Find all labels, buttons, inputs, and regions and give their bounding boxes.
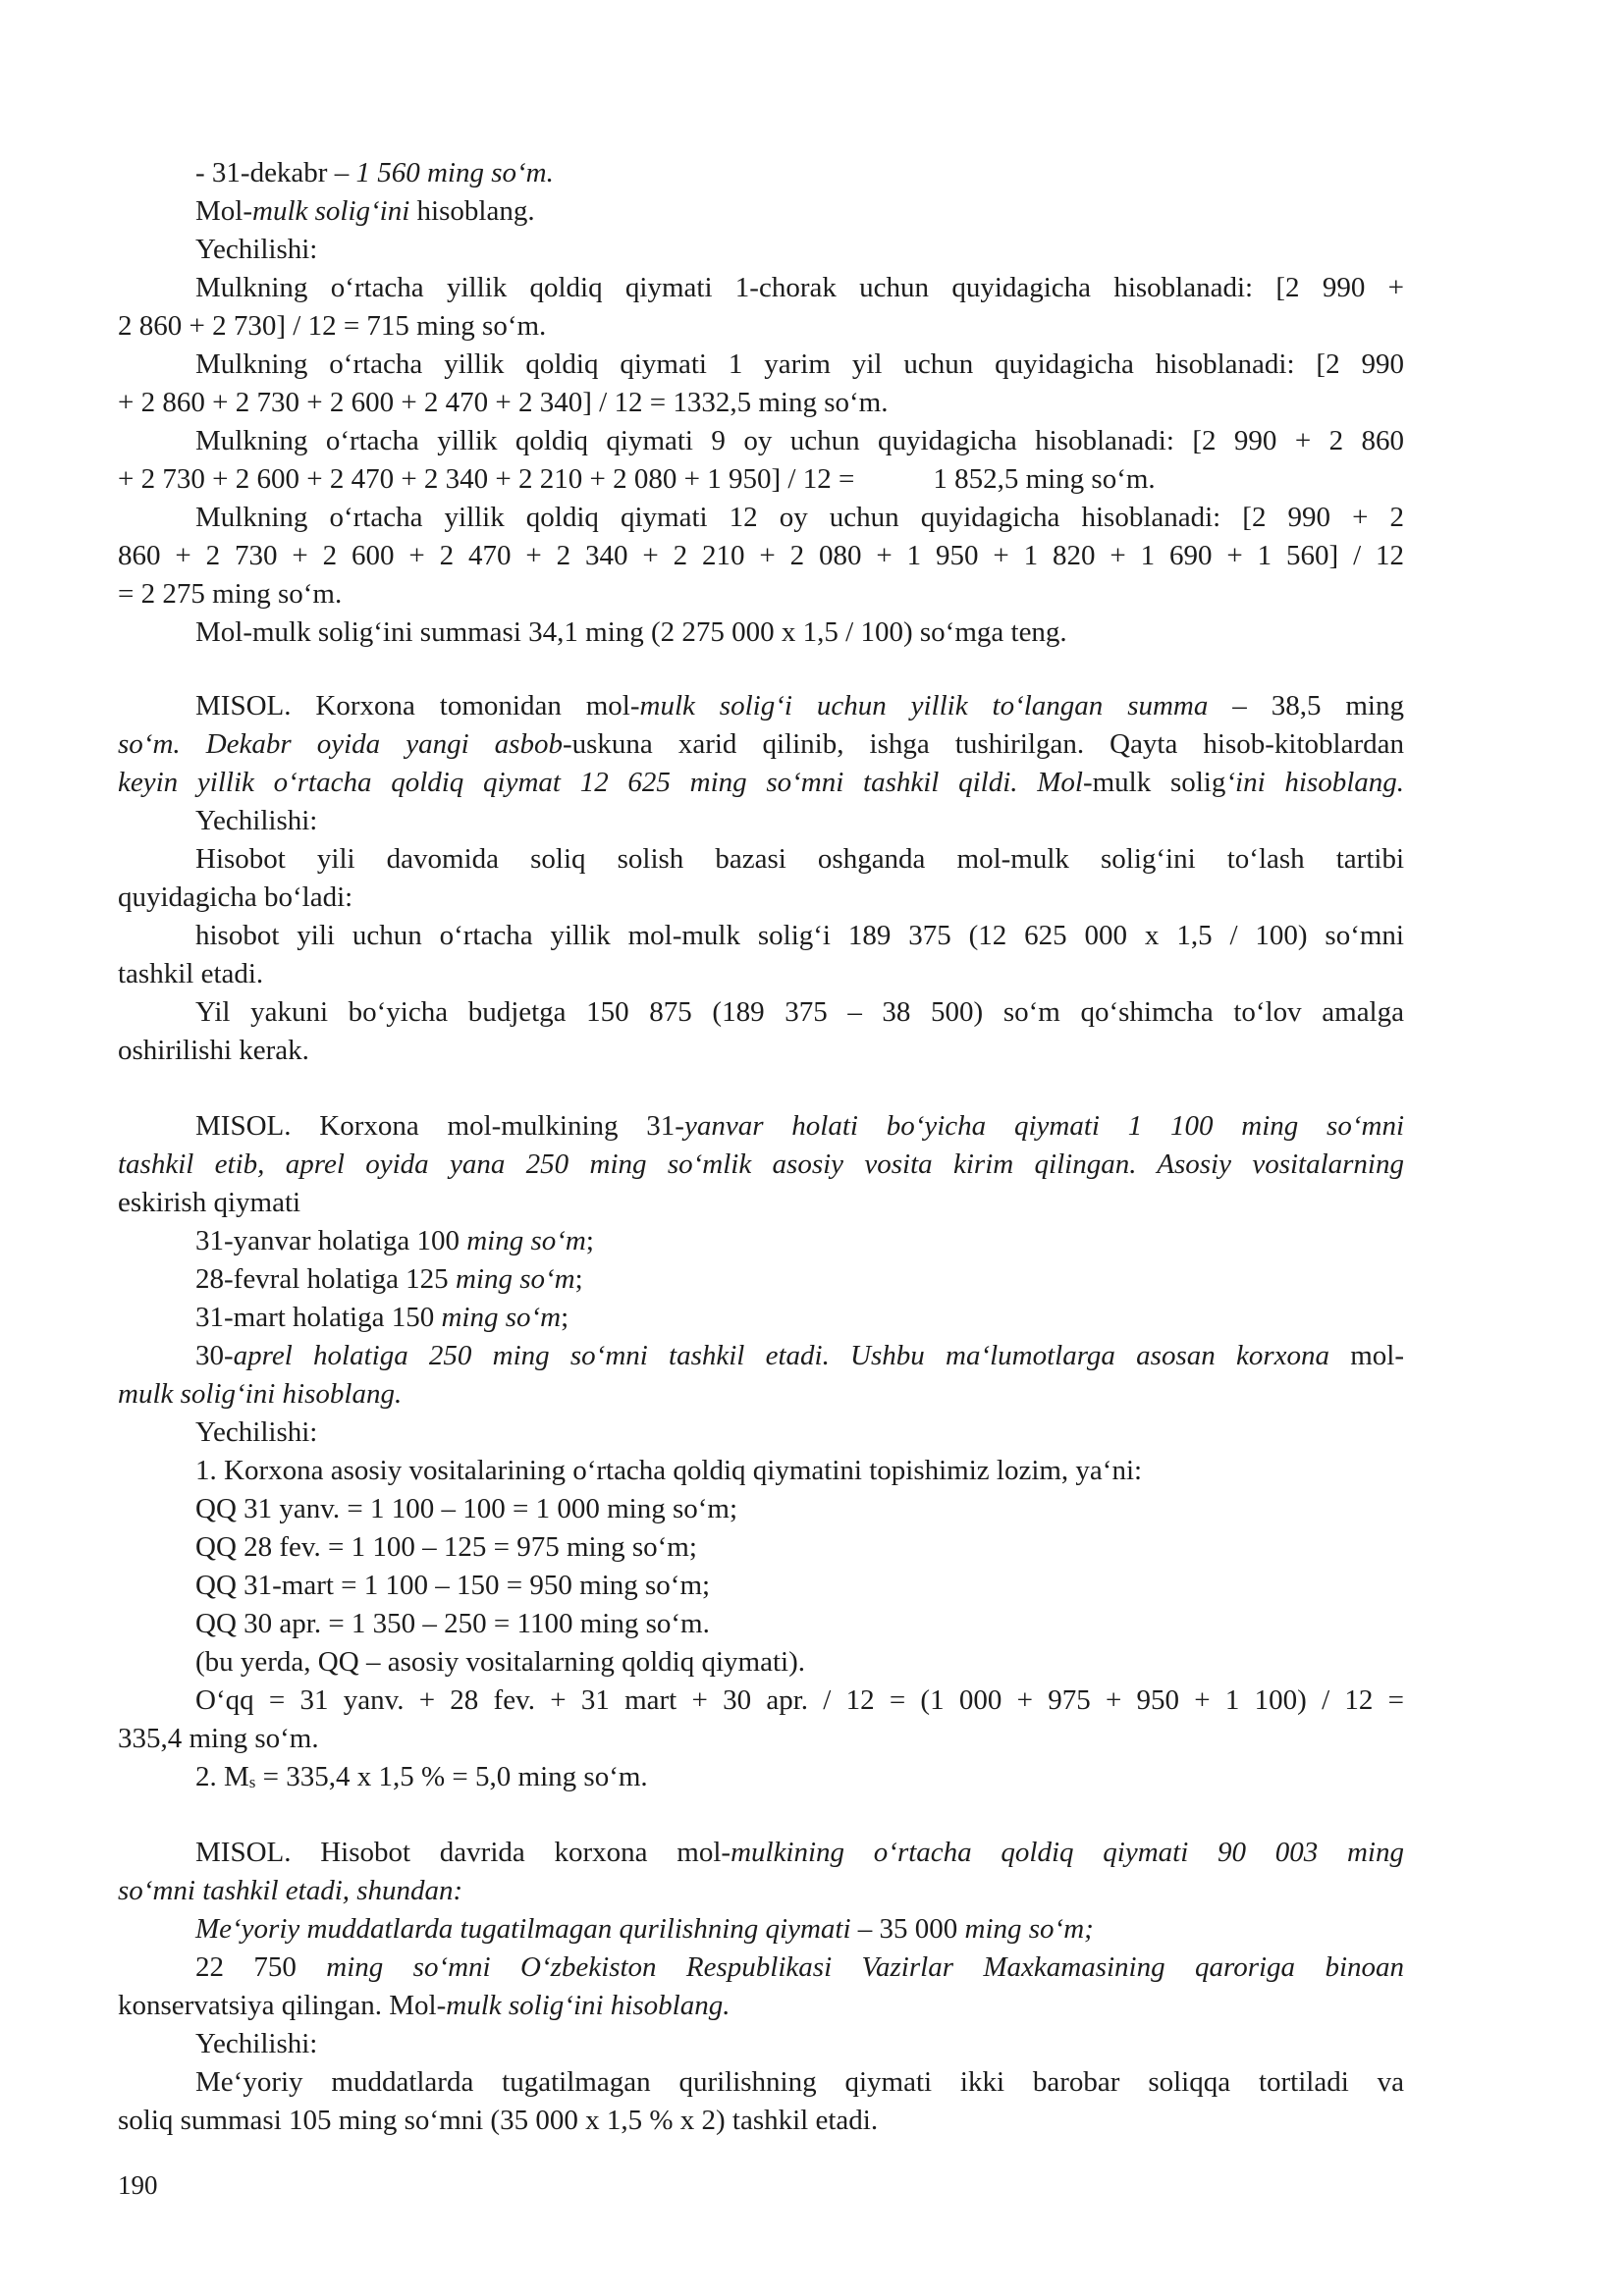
example-4 (118, 1834, 1404, 2140)
text-line: 860 + 2 730 + 2 600 + 2 470 + 2 340 + 2 210 + 2 080 + 1 950 + 1 820 + 1 690 + 1 560] / 12 (118, 540, 1405, 571)
text-line: Mol-mulk solig‘ini hisoblang. (195, 195, 535, 227)
text-line: QQ 28 fev. = 1 100 – 125 = 975 ming so‘m; (195, 1531, 697, 1563)
text-line: eskirish qiymati (118, 1187, 301, 1218)
text-line: Me‘yoriy muddatlarda tugatilmagan qurilishning qiymati ikki barobar soliqqa tortiladi va (195, 2066, 1404, 2098)
text-line: 31-mart holatiga 150 ming so‘m; (195, 1302, 569, 1333)
example-heading: MISOL. Korxona mol-mulkining 31-yanvar holati bo‘yicha qiymati 1 100 ming so‘mni (195, 1110, 1404, 1142)
text-line: Me‘yoriy muddatlarda tugatilmagan qurilishning qiymati – 35 000 ming so‘m; (195, 1913, 1094, 1945)
text-line: mulk solig‘ini hisoblang. (118, 1378, 403, 1410)
example-1 (118, 154, 1404, 652)
text-line: so‘m. Dekabr oyida yangi asbob-uskuna xarid qilinib, ishga tushirilgan. Qayta hisob-kitoblardan (118, 728, 1404, 760)
text-line: Mulkning o‘rtacha yillik qoldiq qiymati 1-chorak uchun quyidagicha hisoblanadi: [2 990 + (195, 272, 1404, 303)
text-line: keyin yillik o‘rtacha qoldiq qiymat 12 625 ming so‘mni tashkil qildi. Mol-mulk solig‘ini hisoblang. (118, 767, 1405, 798)
text-line: QQ 31-mart = 1 100 – 150 = 950 ming so‘m; (195, 1570, 711, 1601)
text-line: (bu yerda, QQ – asosiy vositalarning qoldiq qiymati). (195, 1646, 805, 1678)
solution-heading: Yechilishi: (195, 2028, 318, 2059)
text-line: + 2 730 + 2 600 + 2 470 + 2 340 + 2 210 + 2 080 + 1 950] / 12 = 1 852,5 ming so‘m. (118, 463, 1156, 495)
text-line: Mol-mulk solig‘ini summasi 34,1 ming (2 275 000 x 1,5 / 100) so‘mga teng. (195, 616, 1067, 648)
example-2 (118, 687, 1404, 1070)
text-line: Mulkning o‘rtacha yillik qoldiq qiymati 12 oy uchun quyidagicha hisoblanadi: [2 990 + 2 (195, 502, 1404, 533)
text-line: so‘mni tashkil etadi, shundan: (118, 1875, 463, 1906)
text-line: 2. $M_s = 335,4$ x 1,5 % = 5,0 ming so‘m. (195, 1761, 648, 1792)
text-line: oshirilishi kerak. (118, 1035, 309, 1066)
text-line: Hisobot yili davomida soliq solish bazasi oshganda mol-mulk solig‘ini to‘lash tartibi (195, 843, 1404, 875)
text-line: tashkil etadi. (118, 958, 264, 989)
text-line: 22 750 ming so‘mni O‘zbekiston Respublikasi Vazirlar Maxkamasining qaroriga binoan (195, 1951, 1404, 1983)
solution-heading: Yechilishi: (195, 805, 318, 836)
text-line: soliq summasi 105 ming so‘mni (35 000 x 1,5 % x 2) tashkil etadi. (118, 2105, 879, 2136)
solution-heading: Yechilishi: (195, 234, 318, 265)
text-line: + 2 860 + 2 730 + 2 600 + 2 470 + 2 340] / 12 = 1332,5 ming so‘m. (118, 387, 889, 418)
text-line: tashkil etib, aprel oyida yana 250 ming so‘mlik asosiy vosita kirim qilingan. Asosiy vositalarning (118, 1148, 1404, 1180)
text-line: 1. Korxona asosiy vositalarining o‘rtacha qoldiq qiymatini topishimiz lozim, ya‘ni: (195, 1455, 1143, 1486)
text-line: 28-fevral holatiga 125 ming so‘m; (195, 1263, 583, 1295)
text-line: Mulkning o‘rtacha yillik qoldiq qiymati 1 yarim yil uchun quyidagicha hisoblanadi: [2 990 (195, 348, 1404, 380)
example-heading: MISOL. Korxona tomonidan mol-mulk solig‘i uchun yillik to‘langan summa – 38,5 ming (195, 690, 1404, 721)
text-line: 30-aprel holatiga 250 ming so‘mni tashkil etadi. Ushbu ma‘lumotlarga asosan korxona mol- (195, 1340, 1404, 1371)
text-line: 31-yanvar holatiga 100 ming so‘m; (195, 1225, 594, 1256)
text-line: konservatsiya qilingan. Mol-mulk solig‘ini hisoblang. (118, 1990, 731, 2021)
solution-heading: Yechilishi: (195, 1416, 318, 1448)
text-line: 335,4 ming so‘m. (118, 1723, 319, 1754)
text-line: QQ 30 apr. = 1 350 – 250 = 1100 ming so‘m. (195, 1608, 710, 1639)
text-line: quyidagicha bo‘ladi: (118, 881, 353, 913)
text-line: 2 860 + 2 730] / 12 = 715 ming so‘m. (118, 310, 547, 342)
text-line: = 2 275 ming so‘m. (118, 578, 343, 610)
text-line: Mulkning o‘rtacha yillik qoldiq qiymati 9 oy uchun quyidagicha hisoblanadi: [2 990 + 2 860 (195, 425, 1404, 456)
text-line: Yil yakuni bo‘yicha budjetga 150 875 (189 375 – 38 500) so‘m qo‘shimcha to‘lov amalga (195, 996, 1404, 1028)
example-heading: MISOL. Hisobot davrida korxona mol-mulkining o‘rtacha qoldiq qiymati 90 003 ming (195, 1837, 1404, 1868)
text-line: - 31-dekabr – 1 560 ming so‘m. (195, 157, 554, 188)
example-3 (118, 1107, 1404, 1796)
page-number: 190 (118, 2170, 158, 2200)
text-line: O‘qq = 31 yanv. + 28 fev. + 31 mart + 30 apr. / 12 = (1 000 + 975 + 950 + 1 100) / 12 = (195, 1684, 1404, 1716)
text-line: hisobot yili uchun o‘rtacha yillik mol-mulk solig‘i 189 375 (12 625 000 x 1,5 / 100) so‘mni (195, 920, 1404, 951)
text-line: QQ 31 yanv. = 1 100 – 100 = 1 000 ming so‘m; (195, 1493, 738, 1524)
